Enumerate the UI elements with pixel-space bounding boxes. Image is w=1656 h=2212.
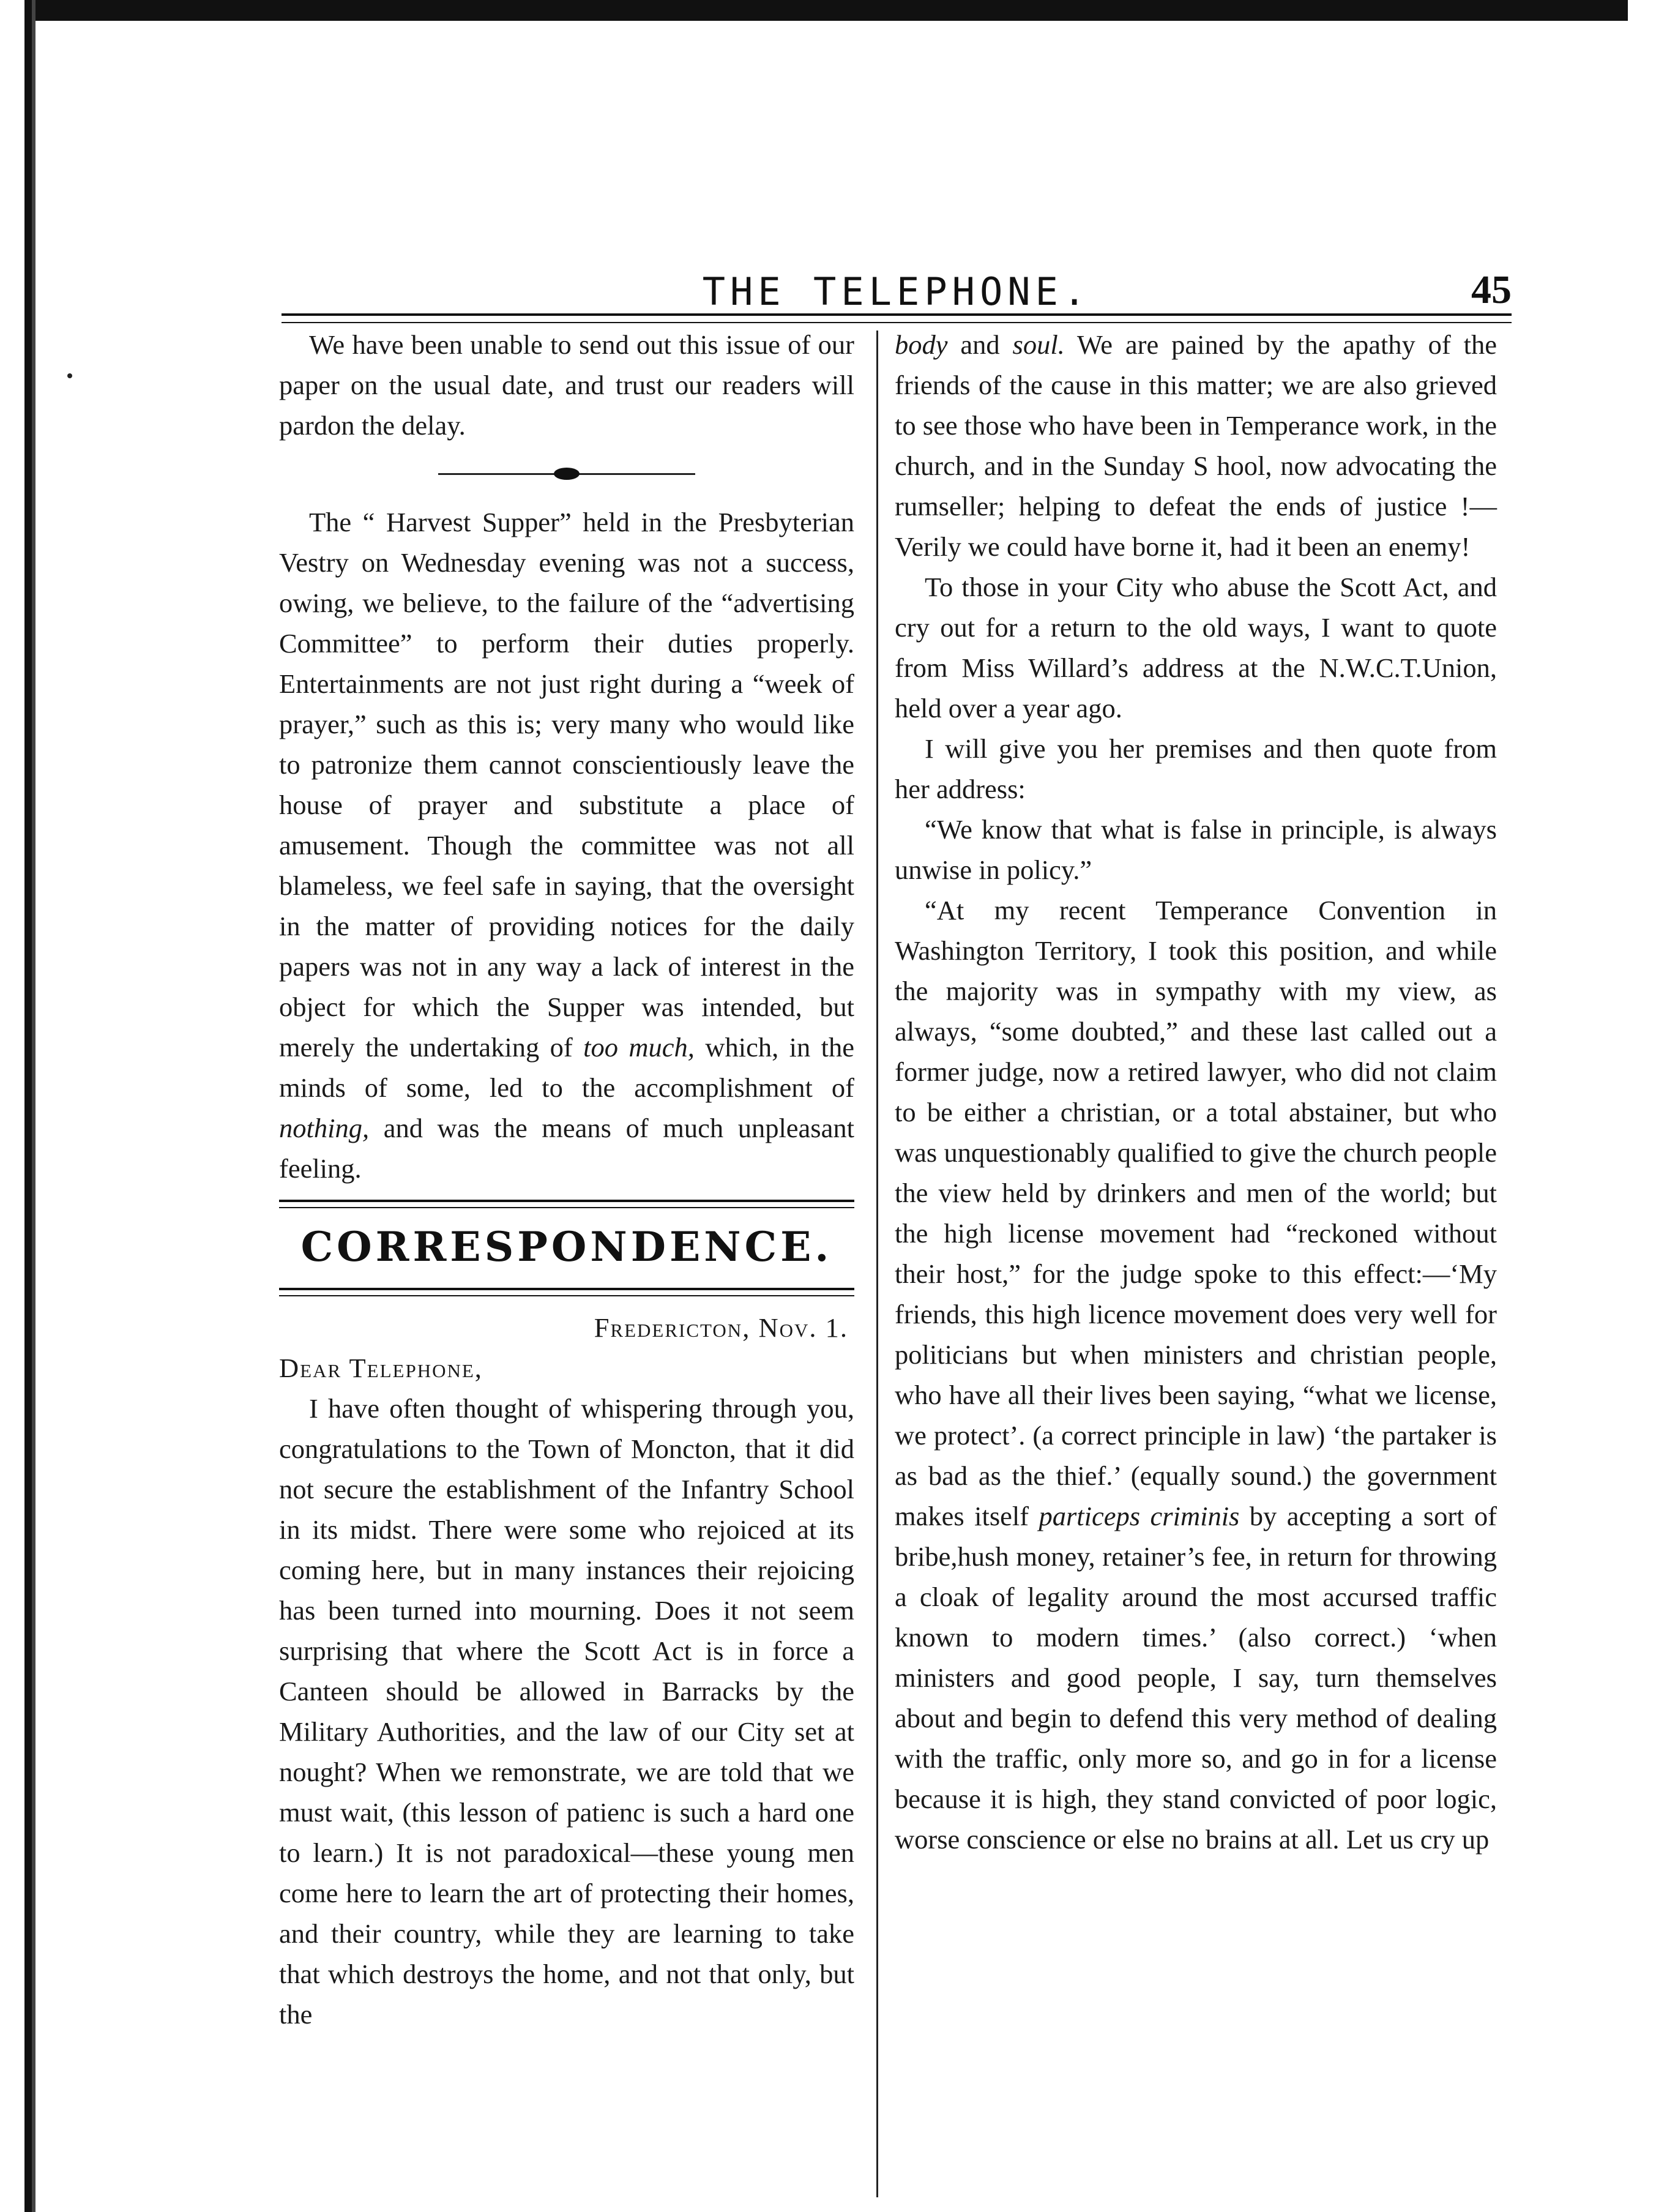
- continuation-text-1: and: [947, 329, 1013, 360]
- margin-mark: [67, 373, 72, 378]
- section-rule-bottom: [279, 1288, 854, 1296]
- letter-paragraph: I have often thought of whispering through you, congratulations to the Town of Moncton, that it did not secure the establishment of the Infantry School in its midst. There were some who rejoiced at its coming here, but in many instances their rejoicing has been turned into mourning. Does it not seem surprising that where the Scott Act is in force a Canteen should be allowed in Barracks by the Military Authorities, and the law of our City set at nought? When we remonstrate, we are told that we must wait, (this lesson of patienc is such a hard one to learn.) It is not paradoxical—these young men come here to learn the art of protecting their homes, and their country, while they are learning to take that which destroys the home, and not that only, but the: [279, 1393, 854, 2030]
- correspondence-heading: CORRESPONDENCE.: [300, 1223, 833, 1271]
- left-column: [279, 324, 854, 2035]
- harvest-text-2: which, in the minds of some, led to the accomplishment of: [279, 1032, 854, 1103]
- harvest-emphasis-1: too much,: [583, 1032, 695, 1063]
- left-border-rule: [24, 0, 43, 2212]
- header-double-rule: [282, 313, 1512, 323]
- page-number: 45: [1471, 267, 1512, 312]
- convention-latin-emphasis: particeps criminis: [1039, 1501, 1240, 1531]
- top-border-rule: [24, 0, 1628, 21]
- harvest-text-1: The “ Harvest Supper” held in the Presbyterian Vestry on Wednesday evening was not a success, owing, we believe, to the failure of the “advertising Committee” to perform their duties properly. Entertainments are not just right during a “week of prayer,” such as this is; very many who would like to patronize them cannot conscientiously leave the house of prayer and substitute a place of amusement. Though the committee was not all blameless, we feel safe in saying, that the oversight in the matter of providing notices for the daily papers was not in any way a lack of interest in the object for which the Supper was intended, but merely the undertaking of: [279, 507, 854, 1063]
- ornament-divider: [279, 466, 854, 481]
- willard-intro-paragraph: To those in your City who abuse the Scott Act, and cry out for a return to the old ways, I want to quote from Miss Willard’s address at the N.W.C.T.Union, held over a year ago.: [895, 572, 1497, 723]
- harvest-supper-article: [279, 502, 854, 1189]
- premises-paragraph: I will give you her premises and then quote from her address:: [895, 733, 1497, 804]
- letter-continuation: [895, 324, 1497, 567]
- convention-text-1: “At my recent Temperance Convention in Washington Territory, I took this position, and while the majority was in sympathy with my view, as always, “some doubted,” and these last called out a former judge, now a retired lawyer, who did not claim to be either a christian, or a total abstainer, but who was unquestionably qualified to give the church people the view held by drinkers and men of the world; but the high license movement had “reckoned without their host,” for the judge spoke to this effect:—‘My friends, this high licence movement does very well for politicians but when ministers and christian people, who have all their lives been saying, “what we license, we protect’. (a correct principle in law) ‘the partaker is as bad as the thief.’ (equally sound.) the government makes itself: [895, 895, 1497, 1531]
- letter-salutation: Dear Telephone,: [279, 1353, 483, 1383]
- letter-dateline: Fredericton, Nov. 1.: [594, 1312, 848, 1343]
- page-header: [282, 269, 1512, 312]
- column-divider: [876, 331, 878, 2197]
- harvest-text-3: and was the means of much unpleasant feeling.: [279, 1113, 854, 1184]
- quote-convention: [895, 890, 1497, 1859]
- delay-notice: We have been unable to send out this issue of our paper on the usual date, and trust our readers will pardon the delay.: [279, 329, 854, 441]
- convention-text-2: by accepting a sort of bribe,hush money, retainer’s fee, in return for throwing a cloak of legality around the most accursed traffic known to modern times.’ (also correct.) ‘when ministers and good people, I say, turn themselves about and begin to defend this very method of dealing with the traffic, only more so, and go in for a license because it is high, they stand convicted of poor logic, worse conscience or else no brains at all. Let us cry up: [895, 1501, 1497, 1855]
- continuation-emphasis-2: soul.: [1012, 329, 1065, 360]
- quote-principle: “We know that what is false in principle, is always unwise in policy.”: [895, 814, 1497, 885]
- section-rule-top: [279, 1200, 854, 1208]
- continuation-emphasis-1: body: [895, 329, 948, 360]
- masthead-title: THE TELEPHONE.: [702, 269, 1091, 314]
- continuation-text-2: We are pained by the apathy of the friends of the cause in this matter; we are also grieved to see those who have been in Temperance work, in the church, and in the Sunday S hool, now advocating the rumseller; helping to defeat the ends of justice !—Verily we could have borne it, had it been an enemy!: [895, 329, 1497, 562]
- right-column: [895, 324, 1497, 1859]
- harvest-emphasis-2: nothing,: [279, 1113, 370, 1143]
